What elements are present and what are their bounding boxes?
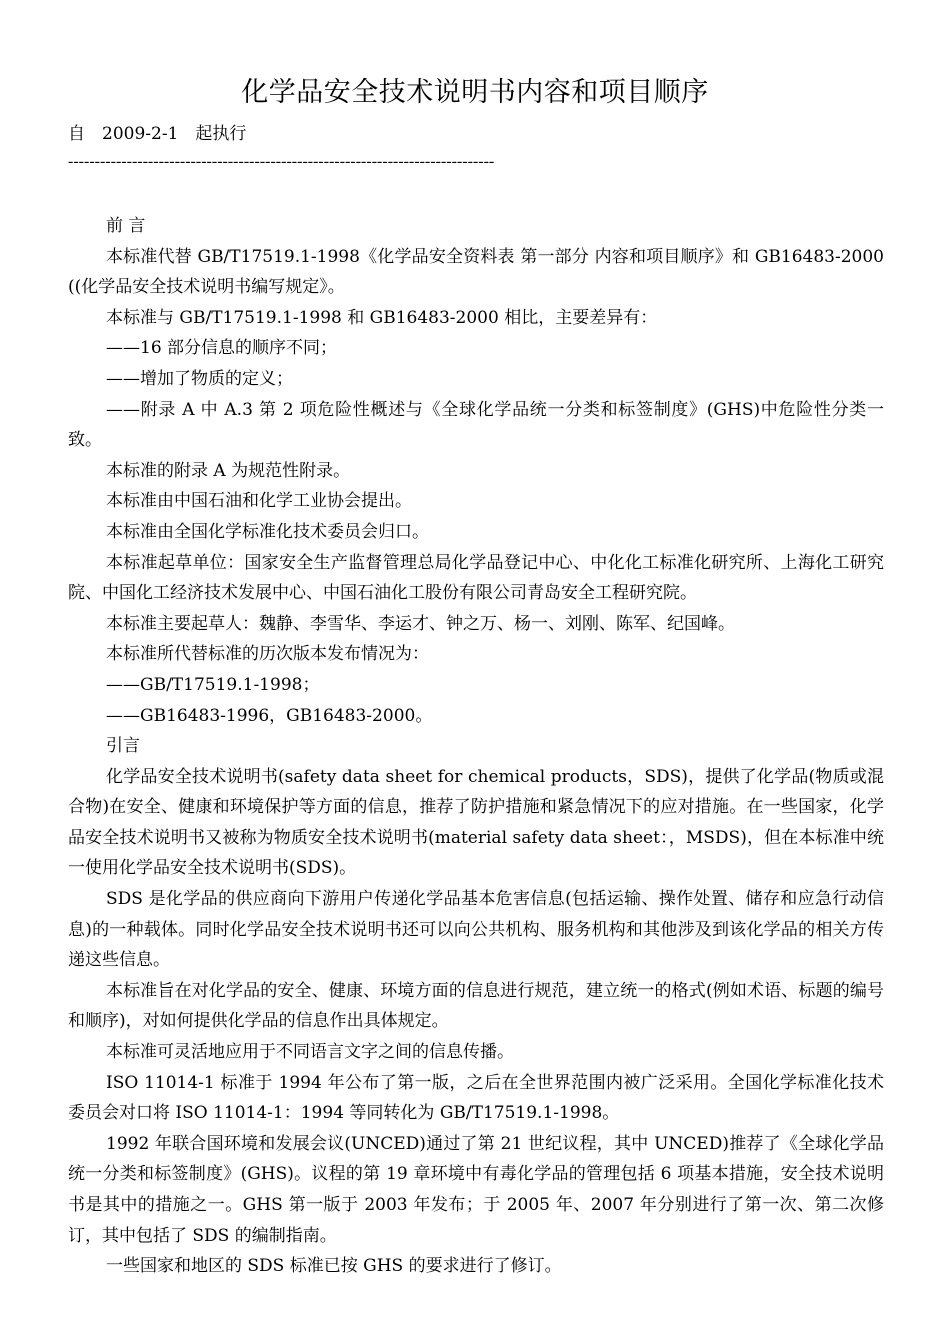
paragraph: 本标准由中国石油和化学工业协会提出。 <box>106 491 412 512</box>
divider-line: -------------------------------------------------------------------------------- <box>68 153 495 170</box>
document-title: 化学品安全技术说明书内容和项目顺序 <box>241 77 709 108</box>
list-item: ——附录 A 中 A.3 第 2 项危险性概述与《全球化学品统一分类和标签制度》(GHS)中危险性分类一致。 <box>68 399 884 451</box>
paragraph: 一些国家和地区的 SDS 标准已按 GHS 的要求进行了修订。 <box>106 1256 562 1277</box>
paragraph: 本标准所代替标准的历次版本发布情况为： <box>106 644 429 665</box>
paragraph: ISO 11014-1 标准于 1994 年公布了第一版，之后在全世界范围内被广泛采用。全国化学标准化技术委员会对口将 ISO 11014-1：1994 等同转化为 GB/T17519.1-1998。 <box>68 1072 884 1124</box>
paragraph: 本标准由全国化学标准化技术委员会归口。 <box>106 521 429 542</box>
list-item: ——GB/T17519.1-1998； <box>106 674 320 695</box>
paragraph: 本标准与 GB/T17519.1-1998 和 GB16483-2000 相比，主要差异有： <box>106 307 658 328</box>
effective-date-line: 自 2009-2-1 起执行 <box>68 124 247 144</box>
heading-introduction: 引言 <box>106 736 140 757</box>
list-item: ——GB16483-1996，GB16483-2000。 <box>106 705 433 726</box>
heading-foreword: 前 言 <box>106 216 146 236</box>
paragraph: 本标准旨在对化学品的安全、健康、环境方面的信息进行规范，建立统一的格式(例如术语、标题的编号和顺序)，对如何提供化学品的信息作出具体规定。 <box>68 980 884 1032</box>
list-item: ——16 部分信息的顺序不同； <box>106 338 338 359</box>
paragraph: 本标准主要起草人：魏静、李雪华、李运才、钟之万、杨一、刘刚、陈军、纪国峰。 <box>106 613 735 634</box>
document-body <box>68 211 884 1282</box>
paragraph: 化学品安全技术说明书(safety data sheet for chemical products，SDS)，提供了化学品(物质或混合物)在安全、健康和环境保护等方面的信息，推荐了防护措施和紧急情况下的应对措施。在一些国家，化学品安全技术说明书又被称为物质安全技术说明书(material safety data sheet：，MSDS)，但在本标准中统一使用化学品安全技术说明书(SDS)。 <box>68 766 884 879</box>
paragraph: 本标准起草单位：国家安全生产监督管理总局化学品登记中心、中化化工标准化研究所、上海化工研究院、中国化工经济技术发展中心、中国石油化工股份有限公司青岛安全工程研究院。 <box>68 552 884 604</box>
list-item: ——增加了物质的定义； <box>106 368 293 389</box>
paragraph: SDS 是化学品的供应商向下游用户传递化学品基本危害信息(包括运输、操作处置、储存和应急行动信息)的一种载体。同时化学品安全技术说明书还可以向公共机构、服务机构和其他涉及到该化学品的相关方传递这些信息。 <box>68 889 884 971</box>
paragraph: 本标准可灵活地应用于不同语言文字之间的信息传播。 <box>106 1042 514 1063</box>
paragraph: 本标准的附录 A 为规范性附录。 <box>106 460 351 481</box>
paragraph: 本标准代替 GB/T17519.1-1998《化学品安全资料表 第一部分 内容和项目顺序》和 GB16483-2000((化学品安全技术说明书编写规定》。 <box>68 246 884 298</box>
paragraph: 1992 年联合国环境和发展会议(UNCED)通过了第 21 世纪议程，其中 UNCED)推荐了《全球化学品统一分类和标签制度》(GHS)。议程的第 19 章环境中有毒化学品的管理包括 6 项基本措施，安全技术说明书是其中的措施之一。GHS 第一版于 2003 年发布；于 2005 年、2007 年分别进行了第一次、第二次修订，其中包括了 SDS 的编制指南。 <box>68 1133 884 1246</box>
